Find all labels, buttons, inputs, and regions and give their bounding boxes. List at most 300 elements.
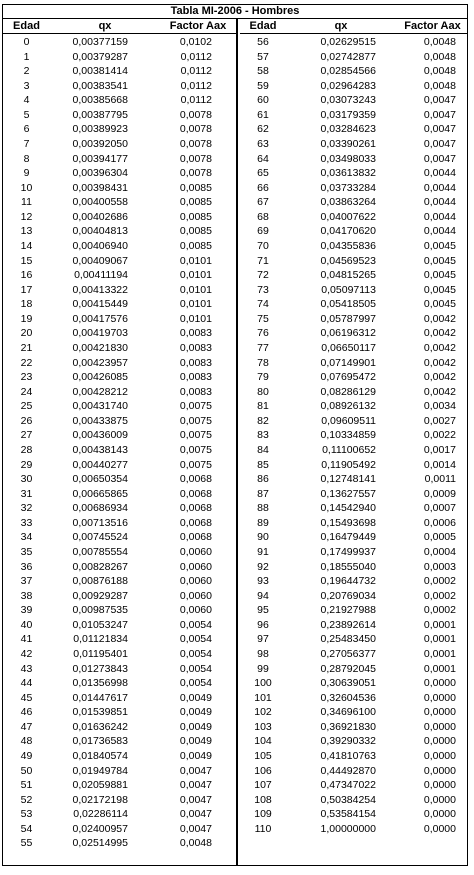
cell-factor-aax: 0,0000 [423,691,456,704]
cell-qx: 0,01840574 [72,749,128,762]
cell-edad: 10 [20,181,33,194]
cell-edad: 8 [23,152,30,165]
cell-factor-aax: 0,0042 [423,371,456,384]
cell-edad: 48 [20,735,33,748]
cell-factor-aax: 0,0017 [423,443,456,456]
cell-qx: 0,01636242 [72,720,128,733]
cell-factor-aax: 0,0000 [423,677,456,690]
cell-factor-aax: 0,0049 [179,720,212,733]
table-row [3,458,236,472]
cell-edad: 99 [257,662,269,675]
table-row [3,822,236,836]
table-row [3,662,236,676]
table-row [3,341,236,355]
table-row [240,472,467,486]
cell-factor-aax: 0,0075 [179,414,212,427]
cell-factor-aax: 0,0060 [179,604,212,617]
cell-factor-aax: 0,0102 [179,36,212,48]
table-row [240,618,467,632]
cell-qx: 0,00428212 [72,385,128,398]
table-row [3,399,236,413]
table-row [3,545,236,559]
table-row [3,443,236,457]
cell-factor-aax: 0,0085 [179,181,212,194]
table-row [240,458,467,472]
table-row [3,166,236,180]
table-row [3,326,236,340]
cell-qx: 0,00686934 [72,502,128,515]
table-row [3,778,236,792]
cell-factor-aax: 0,0022 [423,429,456,442]
cell-edad: 11 [21,196,32,209]
cell-edad: 23 [20,371,33,384]
cell-qx: 0,09609511 [321,414,376,427]
cell-edad: 78 [257,356,269,369]
cell-edad: 81 [257,400,269,413]
table-row [3,64,236,78]
cell-qx: 0,41810763 [320,749,376,762]
cell-factor-aax: 0,0085 [179,210,212,223]
cell-factor-aax: 0,0044 [423,167,456,180]
cell-qx: 0,14542940 [320,502,376,515]
cell-qx: 0,00402686 [72,210,128,223]
cell-factor-aax: 0,0075 [179,458,212,471]
cell-edad: 9 [23,167,30,180]
table-row [240,793,467,807]
cell-qx: 0,00419703 [72,327,128,340]
table-row [240,749,467,763]
cell-edad: 101 [254,691,272,704]
header-edad: Edad [249,20,277,32]
table-row [240,647,467,661]
cell-factor-aax: 0,0042 [423,385,456,398]
cell-qx: 0,00396304 [72,167,128,180]
cell-edad: 107 [254,779,272,792]
cell-qx: 0,00385668 [72,94,128,107]
cell-factor-aax: 0,0054 [179,618,212,631]
cell-edad: 50 [20,764,33,777]
cell-edad: 38 [20,589,33,602]
cell-edad: 79 [257,371,269,384]
cell-factor-aax: 0,0054 [179,662,212,675]
table-row [3,618,236,632]
cell-factor-aax: 0,0042 [423,312,456,325]
cell-factor-aax: 0,0000 [423,808,456,821]
cell-factor-aax: 0,0044 [423,181,456,194]
cell-edad: 12 [20,210,33,223]
cell-factor-aax: 0,0048 [423,79,456,92]
cell-edad: 89 [257,516,269,529]
cell-factor-aax: 0,0112 [180,50,212,63]
cell-edad: 15 [20,254,33,267]
table-row [240,428,467,442]
cell-factor-aax: 0,0060 [179,560,212,573]
cell-edad: 0 [23,36,30,48]
cell-factor-aax: 0,0078 [179,152,212,165]
table-row [240,764,467,778]
cell-factor-aax: 0,0054 [179,677,212,690]
cell-factor-aax: 0,0101 [179,269,212,282]
cell-edad: 30 [20,473,33,486]
cell-factor-aax: 0,0049 [179,735,212,748]
table-row [3,108,236,122]
cell-edad: 2 [23,65,30,78]
table-row [240,312,467,326]
cell-qx: 0,00404813 [72,225,128,238]
cell-qx: 0,00392050 [72,137,128,150]
cell-qx: 0,03498033 [320,152,376,165]
table-row [240,50,467,64]
cell-factor-aax: 0,0004 [423,545,456,558]
cell-factor-aax: 0,0045 [423,254,456,267]
cell-edad: 96 [257,618,269,631]
cell-qx: 0,08286129 [320,385,376,398]
cell-edad: 87 [257,487,269,500]
table-row [240,254,467,268]
table-row [3,530,236,544]
cell-qx: 0,06650117 [321,341,376,354]
cell-edad: 67 [257,196,269,209]
table-row [240,632,467,646]
cell-qx: 0,01356998 [72,677,128,690]
cell-qx: 0,11905492 [321,458,376,471]
cell-qx: 0,00423957 [72,356,128,369]
cell-edad: 45 [20,691,33,704]
cell-edad: 58 [257,65,269,78]
table-row [3,428,236,442]
table-row [240,705,467,719]
cell-edad: 83 [257,429,269,442]
cell-qx: 0,03284623 [320,123,376,136]
cell-edad: 59 [257,79,269,92]
cell-edad: 37 [20,575,33,588]
cell-factor-aax: 0,0003 [423,560,456,573]
cell-edad: 62 [257,123,269,136]
cell-factor-aax: 0,0085 [179,196,212,209]
cell-factor-aax: 0,0045 [423,239,456,252]
cell-factor-aax: 0,0047 [179,808,212,821]
table-row [240,589,467,603]
cell-factor-aax: 0,0044 [423,196,456,209]
table-row [3,632,236,646]
cell-edad: 22 [20,356,33,369]
header-factor-aax: Factor Aax [169,20,227,32]
cell-factor-aax: 0,0048 [423,65,456,78]
cell-factor-aax: 0,0044 [423,225,456,238]
cell-qx: 0,07149901 [320,356,376,369]
cell-edad: 47 [20,720,33,733]
table-row [240,152,467,166]
cell-edad: 98 [257,647,269,660]
cell-qx: 0,04569523 [320,254,376,267]
cell-qx: 0,00929287 [72,589,128,602]
table-row [3,807,236,821]
cell-factor-aax: 0,0045 [423,298,456,311]
table-row [240,385,467,399]
cell-qx: 0,05418505 [320,298,376,311]
table-row [240,662,467,676]
cell-edad: 19 [20,312,33,325]
cell-qx: 0,34696100 [320,706,376,719]
cell-qx: 0,00413322 [72,283,128,296]
table-row [240,181,467,195]
table-row [3,79,236,93]
cell-factor-aax: 0,0002 [423,575,456,588]
table-row [3,589,236,603]
table-row [3,647,236,661]
cell-qx: 0,03863264 [320,196,376,209]
cell-qx: 0,39290332 [320,735,376,748]
cell-edad: 108 [254,793,272,806]
cell-edad: 71 [257,254,269,267]
table-row [240,137,467,151]
cell-qx: 0,00389923 [72,123,128,136]
cell-factor-aax: 0,0049 [179,691,212,704]
table-row [240,210,467,224]
cell-edad: 18 [20,298,33,311]
cell-qx: 0,02172198 [72,793,128,806]
cell-qx: 0,00415449 [72,298,128,311]
cell-edad: 53 [20,808,33,821]
table-row [240,399,467,413]
cell-qx: 0,00426085 [72,371,128,384]
cell-factor-aax: 0,0101 [179,283,212,296]
cell-edad: 72 [257,269,269,282]
cell-edad: 77 [257,341,269,354]
table-row [240,108,467,122]
cell-edad: 65 [257,167,269,180]
cell-qx: 0,00828267 [72,560,128,573]
cell-factor-aax: 0,0078 [179,123,212,136]
cell-edad: 88 [257,502,269,515]
cell-edad: 4 [23,94,30,107]
cell-factor-aax: 0,0083 [179,371,212,384]
header-row-right [240,19,467,34]
cell-edad: 106 [254,764,272,777]
cell-edad: 76 [257,327,269,340]
cell-qx: 0,30639051 [320,677,376,690]
table-row [240,268,467,282]
cell-qx: 0,21927988 [320,604,376,617]
cell-edad: 68 [257,210,269,223]
cell-edad: 5 [23,108,30,121]
cell-edad: 66 [257,181,269,194]
table-row [240,239,467,253]
cell-qx: 0,00650354 [72,473,128,486]
cell-factor-aax: 0,0075 [179,400,212,413]
cell-edad: 17 [20,283,33,296]
cell-factor-aax: 0,0085 [179,239,212,252]
cell-qx: 0,00394177 [72,152,128,165]
cell-qx: 0,13627557 [320,487,376,500]
table-row [240,341,467,355]
table-title: Tabla MI-2006 - Hombres [3,5,467,19]
table-row [240,443,467,457]
table-row [3,181,236,195]
cell-qx: 0,00400558 [72,196,128,209]
cell-edad: 91 [257,545,269,558]
cell-factor-aax: 0,0042 [423,341,456,354]
cell-edad: 69 [257,225,269,238]
cell-qx: 0,05097113 [321,283,376,296]
cell-edad: 90 [257,531,269,544]
cell-factor-aax: 0,0014 [423,458,456,471]
table-row [3,268,236,282]
cell-edad: 86 [257,473,269,486]
cell-factor-aax: 0,0000 [423,793,456,806]
cell-factor-aax: 0,0049 [179,749,212,762]
table-row [3,691,236,705]
cell-qx: 0,50384254 [320,793,376,806]
cell-factor-aax: 0,0060 [179,589,212,602]
table-row [240,516,467,530]
table-row [3,210,236,224]
table-row [240,414,467,428]
cell-qx: 0,01447617 [72,691,128,704]
cell-qx: 0,11100652 [322,443,376,456]
cell-qx: 0,00745524 [72,531,128,544]
cell-edad: 32 [20,502,33,515]
table-row [3,836,236,850]
table-row [240,35,467,49]
cell-factor-aax: 0,0047 [179,779,212,792]
cell-factor-aax: 0,0045 [423,269,456,282]
table-row [240,122,467,136]
cell-qx: 0,32604536 [320,691,376,704]
cell-qx: 0,00713516 [72,516,128,529]
cell-factor-aax: 0,0085 [179,225,212,238]
cell-factor-aax: 0,0042 [423,356,456,369]
table-row [240,778,467,792]
cell-qx: 0,01195401 [73,647,128,660]
cell-edad: 34 [20,531,33,544]
cell-factor-aax: 0,0027 [423,414,456,427]
cell-edad: 103 [254,720,272,733]
cell-edad: 21 [20,341,33,354]
table-row [3,749,236,763]
cell-qx: 0,00377159 [72,36,128,48]
cell-qx: 0,00433875 [72,414,128,427]
table-row [3,239,236,253]
cell-qx: 0,17499937 [320,545,376,558]
cell-qx: 0,47347022 [320,779,376,792]
table-row [240,676,467,690]
cell-qx: 0,02629515 [320,36,376,48]
cell-edad: 54 [20,822,33,835]
cell-qx: 0,44492870 [320,764,376,777]
cell-edad: 56 [257,36,269,48]
cell-qx: 0,02286114 [73,808,128,821]
table-row [240,64,467,78]
cell-qx: 0,00398431 [72,181,128,194]
cell-edad: 52 [20,793,33,806]
table-row [240,574,467,588]
cell-qx: 0,03179359 [320,108,376,121]
table-row [3,137,236,151]
cell-qx: 0,00876188 [72,575,128,588]
cell-qx: 0,08926132 [320,400,376,413]
cell-edad: 84 [257,443,269,456]
cell-edad: 14 [20,239,33,252]
cell-qx: 0,07695472 [320,371,376,384]
cell-factor-aax: 0,0075 [179,429,212,442]
cell-factor-aax: 0,0044 [423,210,456,223]
cell-qx: 0,12748141 [320,473,376,486]
table-row [240,297,467,311]
cell-factor-aax: 0,0112 [180,65,212,78]
cell-qx: 0,16479449 [320,531,376,544]
cell-qx: 0,20769034 [320,589,376,602]
header-qx: qx [334,20,348,32]
cell-edad: 64 [257,152,269,165]
table-row [240,283,467,297]
cell-edad: 74 [257,298,269,311]
table-row [3,254,236,268]
cell-qx: 0,04007622 [320,210,376,223]
table-row [3,93,236,107]
cell-qx: 0,27056377 [320,647,376,660]
cell-factor-aax: 0,0048 [179,837,212,850]
cell-factor-aax: 0,0000 [423,749,456,762]
cell-factor-aax: 0,0047 [423,152,456,165]
cell-qx: 0,25483450 [320,633,376,646]
cell-qx: 0,53584154 [320,808,376,821]
cell-factor-aax: 0,0001 [423,633,456,646]
cell-factor-aax: 0,0007 [423,502,456,515]
cell-qx: 0,00387795 [72,108,128,121]
cell-factor-aax: 0,0078 [179,137,212,150]
table-row [3,487,236,501]
cell-factor-aax: 0,0001 [423,618,456,631]
cell-edad: 102 [254,706,272,719]
table-row [3,603,236,617]
cell-qx: 0,02854566 [320,65,376,78]
cell-edad: 26 [20,414,33,427]
cell-edad: 43 [20,662,33,675]
cell-factor-aax: 0,0002 [423,589,456,602]
cell-qx: 0,00438143 [72,443,128,456]
cell-factor-aax: 0,0101 [179,298,212,311]
cell-edad: 100 [254,677,272,690]
cell-edad: 39 [20,604,33,617]
cell-factor-aax: 0,0000 [423,822,456,835]
cell-factor-aax: 0,0034 [423,400,456,413]
cell-qx: 0,00785554 [72,545,128,558]
table-row [240,530,467,544]
table-row [3,501,236,515]
cell-factor-aax: 0,0083 [179,327,212,340]
cell-factor-aax: 0,0048 [423,36,456,48]
cell-qx: 0,00417576 [72,312,128,325]
header-factor-aax: Factor Aax [404,20,461,32]
table-row [3,50,236,64]
cell-qx: 0,18555040 [320,560,376,573]
table-row [240,79,467,93]
cell-edad: 109 [254,808,272,821]
table-row [3,122,236,136]
cell-qx: 0,00379287 [72,50,128,63]
cell-edad: 7 [23,137,30,150]
cell-qx: 0,01736583 [72,735,128,748]
cell-qx: 0,02059881 [72,779,128,792]
cell-edad: 33 [20,516,33,529]
table-row [240,356,467,370]
table-row [3,195,236,209]
cell-qx: 0,04355836 [320,239,376,252]
cell-edad: 55 [20,837,33,850]
cell-factor-aax: 0,0011 [424,473,456,486]
table-row [240,545,467,559]
